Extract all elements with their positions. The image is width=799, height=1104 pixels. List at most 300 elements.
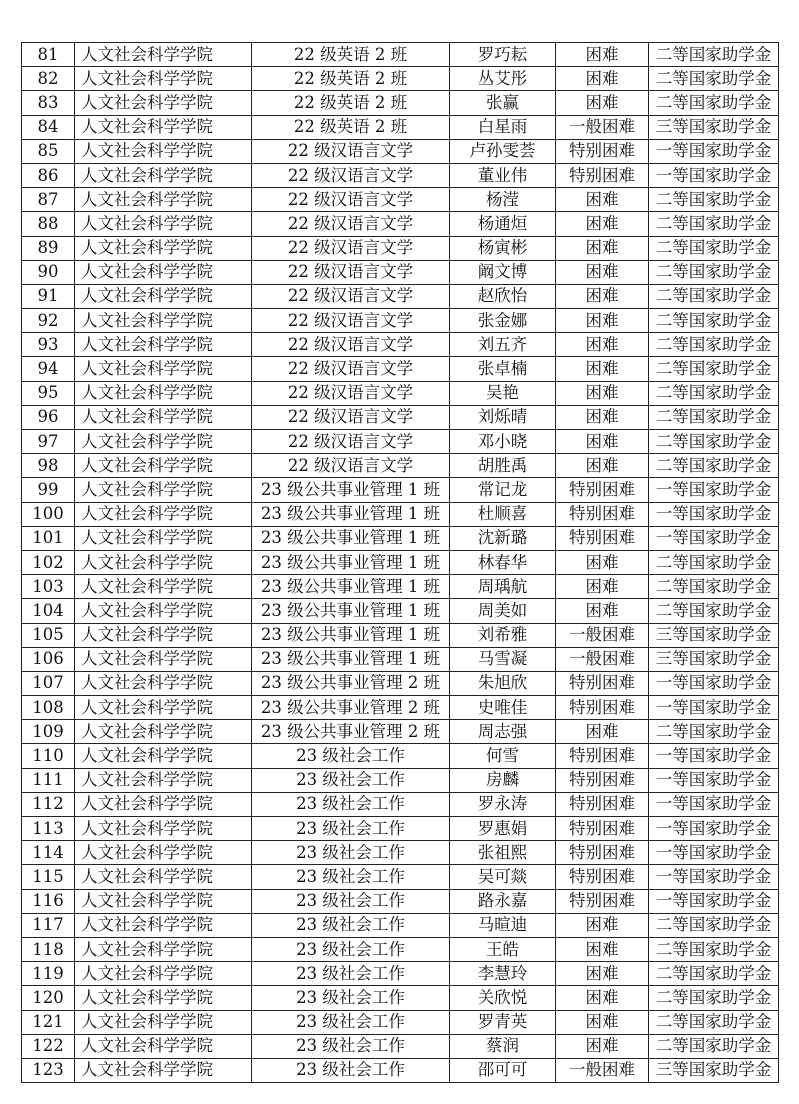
difficulty-level-cell: 特别困难	[556, 526, 649, 550]
difficulty-level-cell: 困难	[556, 405, 649, 429]
grant-level-cell: 二等国家助学金	[649, 236, 779, 260]
class-cell: 23 级社会工作	[252, 937, 450, 961]
difficulty-level-cell: 特别困难	[556, 502, 649, 526]
table-row	[22, 817, 779, 841]
class-cell: 22 级汉语言文学	[252, 236, 450, 260]
college-cell: 人文社会科学学院	[75, 720, 252, 744]
grant-level-cell: 一等国家助学金	[649, 841, 779, 865]
college-cell: 人文社会科学学院	[75, 1058, 252, 1082]
college-cell: 人文社会科学学院	[75, 696, 252, 720]
row-index-cell: 84	[22, 115, 75, 139]
grant-level-cell: 二等国家助学金	[649, 284, 779, 308]
table-row	[22, 478, 779, 502]
difficulty-level-cell: 特别困难	[556, 768, 649, 792]
row-index-cell: 110	[22, 744, 75, 768]
student-name-cell: 蔡润	[450, 1034, 556, 1058]
difficulty-level-cell: 困难	[556, 236, 649, 260]
difficulty-level-cell: 困难	[556, 550, 649, 574]
college-cell: 人文社会科学学院	[75, 188, 252, 212]
difficulty-level-cell: 困难	[556, 284, 649, 308]
student-name-cell: 张祖熙	[450, 841, 556, 865]
college-cell: 人文社会科学学院	[75, 260, 252, 284]
class-cell: 23 级社会工作	[252, 986, 450, 1010]
college-cell: 人文社会科学学院	[75, 647, 252, 671]
difficulty-level-cell: 困难	[556, 333, 649, 357]
class-cell: 23 级社会工作	[252, 889, 450, 913]
student-name-cell: 吴可燚	[450, 865, 556, 889]
difficulty-level-cell: 困难	[556, 67, 649, 91]
class-cell: 23 级公共事业管理 1 班	[252, 550, 450, 574]
college-cell: 人文社会科学学院	[75, 67, 252, 91]
difficulty-level-cell: 困难	[556, 309, 649, 333]
class-cell: 22 级英语 2 班	[252, 43, 450, 67]
college-cell: 人文社会科学学院	[75, 139, 252, 163]
student-name-cell: 沈新璐	[450, 526, 556, 550]
row-index-cell: 98	[22, 454, 75, 478]
college-cell: 人文社会科学学院	[75, 1034, 252, 1058]
row-index-cell: 114	[22, 841, 75, 865]
table-row	[22, 986, 779, 1010]
class-cell: 23 级公共事业管理 1 班	[252, 575, 450, 599]
college-cell: 人文社会科学学院	[75, 381, 252, 405]
student-name-cell: 张赢	[450, 91, 556, 115]
difficulty-level-cell: 一般困难	[556, 623, 649, 647]
class-cell: 23 级社会工作	[252, 1058, 450, 1082]
difficulty-level-cell: 特别困难	[556, 696, 649, 720]
row-index-cell: 112	[22, 792, 75, 816]
college-cell: 人文社会科学学院	[75, 792, 252, 816]
table-row	[22, 454, 779, 478]
row-index-cell: 89	[22, 236, 75, 260]
difficulty-level-cell: 特别困难	[556, 841, 649, 865]
row-index-cell: 86	[22, 163, 75, 187]
student-name-cell: 马雪凝	[450, 647, 556, 671]
row-index-cell: 103	[22, 575, 75, 599]
table-row	[22, 405, 779, 429]
grant-level-cell: 一等国家助学金	[649, 502, 779, 526]
table-row	[22, 550, 779, 574]
college-cell: 人文社会科学学院	[75, 744, 252, 768]
grant-level-cell: 二等国家助学金	[649, 986, 779, 1010]
student-name-cell: 阚文博	[450, 260, 556, 284]
college-cell: 人文社会科学学院	[75, 817, 252, 841]
class-cell: 23 级社会工作	[252, 768, 450, 792]
row-index-cell: 83	[22, 91, 75, 115]
student-name-cell: 吴艳	[450, 381, 556, 405]
row-index-cell: 101	[22, 526, 75, 550]
table-row	[22, 575, 779, 599]
table-row	[22, 357, 779, 381]
row-index-cell: 85	[22, 139, 75, 163]
student-name-cell: 罗永涛	[450, 792, 556, 816]
row-index-cell: 109	[22, 720, 75, 744]
student-name-cell: 房麟	[450, 768, 556, 792]
row-index-cell: 105	[22, 623, 75, 647]
table-row	[22, 889, 779, 913]
grant-level-cell: 三等国家助学金	[649, 623, 779, 647]
class-cell: 23 级社会工作	[252, 1010, 450, 1034]
table-row	[22, 236, 779, 260]
college-cell: 人文社会科学学院	[75, 623, 252, 647]
row-index-cell: 88	[22, 212, 75, 236]
difficulty-level-cell: 困难	[556, 188, 649, 212]
row-index-cell: 87	[22, 188, 75, 212]
student-name-cell: 何雪	[450, 744, 556, 768]
row-index-cell: 104	[22, 599, 75, 623]
table-row	[22, 1034, 779, 1058]
difficulty-level-cell: 特别困难	[556, 792, 649, 816]
row-index-cell: 94	[22, 357, 75, 381]
class-cell: 23 级社会工作	[252, 817, 450, 841]
college-cell: 人文社会科学学院	[75, 357, 252, 381]
grant-list-document	[21, 42, 778, 1083]
table-row	[22, 284, 779, 308]
table-body	[22, 43, 779, 1083]
grant-level-cell: 三等国家助学金	[649, 1058, 779, 1082]
college-cell: 人文社会科学学院	[75, 478, 252, 502]
row-index-cell: 111	[22, 768, 75, 792]
college-cell: 人文社会科学学院	[75, 163, 252, 187]
grant-level-cell: 一等国家助学金	[649, 744, 779, 768]
table-row	[22, 696, 779, 720]
row-index-cell: 108	[22, 696, 75, 720]
table-row	[22, 937, 779, 961]
class-cell: 23 级社会工作	[252, 1034, 450, 1058]
student-name-cell: 杨滢	[450, 188, 556, 212]
student-name-cell: 杜顺喜	[450, 502, 556, 526]
grant-level-cell: 二等国家助学金	[649, 599, 779, 623]
row-index-cell: 102	[22, 550, 75, 574]
row-index-cell: 120	[22, 986, 75, 1010]
difficulty-level-cell: 困难	[556, 454, 649, 478]
row-index-cell: 121	[22, 1010, 75, 1034]
difficulty-level-cell: 困难	[556, 357, 649, 381]
row-index-cell: 97	[22, 430, 75, 454]
class-cell: 22 级汉语言文学	[252, 284, 450, 308]
grant-level-cell: 二等国家助学金	[649, 575, 779, 599]
difficulty-level-cell: 特别困难	[556, 865, 649, 889]
class-cell: 23 级社会工作	[252, 962, 450, 986]
row-index-cell: 92	[22, 309, 75, 333]
difficulty-level-cell: 一般困难	[556, 647, 649, 671]
grant-level-cell: 一等国家助学金	[649, 865, 779, 889]
college-cell: 人文社会科学学院	[75, 599, 252, 623]
college-cell: 人文社会科学学院	[75, 913, 252, 937]
difficulty-level-cell: 特别困难	[556, 744, 649, 768]
grant-level-cell: 二等国家助学金	[649, 937, 779, 961]
student-name-cell: 李慧玲	[450, 962, 556, 986]
grant-level-cell: 二等国家助学金	[649, 357, 779, 381]
grant-level-cell: 二等国家助学金	[649, 43, 779, 67]
class-cell: 23 级社会工作	[252, 744, 450, 768]
college-cell: 人文社会科学学院	[75, 212, 252, 236]
class-cell: 23 级公共事业管理 1 班	[252, 647, 450, 671]
difficulty-level-cell: 困难	[556, 913, 649, 937]
table-row	[22, 139, 779, 163]
class-cell: 22 级汉语言文学	[252, 212, 450, 236]
difficulty-level-cell: 困难	[556, 212, 649, 236]
difficulty-level-cell: 困难	[556, 1034, 649, 1058]
student-name-cell: 林春华	[450, 550, 556, 574]
student-name-cell: 刘烁晴	[450, 405, 556, 429]
student-name-cell: 路永嘉	[450, 889, 556, 913]
difficulty-level-cell: 困难	[556, 599, 649, 623]
college-cell: 人文社会科学学院	[75, 1010, 252, 1034]
row-index-cell: 123	[22, 1058, 75, 1082]
table-row	[22, 841, 779, 865]
grant-level-cell: 二等国家助学金	[649, 260, 779, 284]
college-cell: 人文社会科学学院	[75, 526, 252, 550]
table-row	[22, 1058, 779, 1082]
college-cell: 人文社会科学学院	[75, 986, 252, 1010]
class-cell: 22 级汉语言文学	[252, 333, 450, 357]
table-row	[22, 502, 779, 526]
table-row	[22, 792, 779, 816]
row-index-cell: 119	[22, 962, 75, 986]
difficulty-level-cell: 特别困难	[556, 478, 649, 502]
college-cell: 人文社会科学学院	[75, 671, 252, 695]
table-row	[22, 91, 779, 115]
grant-level-cell: 二等国家助学金	[649, 381, 779, 405]
difficulty-level-cell: 困难	[556, 43, 649, 67]
student-name-cell: 胡胜禹	[450, 454, 556, 478]
student-name-cell: 关欣悦	[450, 986, 556, 1010]
row-index-cell: 91	[22, 284, 75, 308]
grant-level-cell: 二等国家助学金	[649, 720, 779, 744]
grant-level-cell: 二等国家助学金	[649, 913, 779, 937]
student-name-cell: 常记龙	[450, 478, 556, 502]
table-row	[22, 188, 779, 212]
table-row	[22, 720, 779, 744]
row-index-cell: 82	[22, 67, 75, 91]
college-cell: 人文社会科学学院	[75, 865, 252, 889]
class-cell: 23 级公共事业管理 2 班	[252, 720, 450, 744]
difficulty-level-cell: 困难	[556, 260, 649, 284]
class-cell: 23 级公共事业管理 2 班	[252, 671, 450, 695]
college-cell: 人文社会科学学院	[75, 91, 252, 115]
grant-level-cell: 二等国家助学金	[649, 550, 779, 574]
table-row	[22, 962, 779, 986]
student-name-cell: 邵可可	[450, 1058, 556, 1082]
student-name-cell: 卢孙雯荟	[450, 139, 556, 163]
class-cell: 22 级汉语言文学	[252, 260, 450, 284]
student-name-cell: 杨寅彬	[450, 236, 556, 260]
class-cell: 23 级社会工作	[252, 841, 450, 865]
table-row	[22, 43, 779, 67]
class-cell: 22 级汉语言文学	[252, 405, 450, 429]
class-cell: 22 级汉语言文学	[252, 163, 450, 187]
table-row	[22, 430, 779, 454]
grant-level-cell: 一等国家助学金	[649, 671, 779, 695]
college-cell: 人文社会科学学院	[75, 43, 252, 67]
college-cell: 人文社会科学学院	[75, 333, 252, 357]
table-row	[22, 260, 779, 284]
college-cell: 人文社会科学学院	[75, 502, 252, 526]
class-cell: 23 级公共事业管理 2 班	[252, 696, 450, 720]
student-name-cell: 杨通烜	[450, 212, 556, 236]
table-row	[22, 599, 779, 623]
table-row	[22, 671, 779, 695]
class-cell: 22 级英语 2 班	[252, 67, 450, 91]
grant-level-cell: 二等国家助学金	[649, 1010, 779, 1034]
class-cell: 23 级公共事业管理 1 班	[252, 599, 450, 623]
row-index-cell: 90	[22, 260, 75, 284]
student-name-cell: 朱旭欣	[450, 671, 556, 695]
grant-level-cell: 二等国家助学金	[649, 309, 779, 333]
row-index-cell: 116	[22, 889, 75, 913]
table-row	[22, 865, 779, 889]
difficulty-level-cell: 特别困难	[556, 163, 649, 187]
difficulty-level-cell: 一般困难	[556, 115, 649, 139]
student-name-cell: 白星雨	[450, 115, 556, 139]
student-name-cell: 刘五齐	[450, 333, 556, 357]
difficulty-level-cell: 困难	[556, 720, 649, 744]
row-index-cell: 96	[22, 405, 75, 429]
student-name-cell: 周瑀航	[450, 575, 556, 599]
grant-level-cell: 二等国家助学金	[649, 405, 779, 429]
grant-level-cell: 二等国家助学金	[649, 333, 779, 357]
college-cell: 人文社会科学学院	[75, 575, 252, 599]
college-cell: 人文社会科学学院	[75, 937, 252, 961]
college-cell: 人文社会科学学院	[75, 550, 252, 574]
difficulty-level-cell: 特别困难	[556, 817, 649, 841]
grant-level-cell: 一等国家助学金	[649, 163, 779, 187]
college-cell: 人文社会科学学院	[75, 768, 252, 792]
class-cell: 23 级公共事业管理 1 班	[252, 478, 450, 502]
student-name-cell: 邓小晓	[450, 430, 556, 454]
row-index-cell: 93	[22, 333, 75, 357]
student-name-cell: 张金娜	[450, 309, 556, 333]
class-cell: 22 级汉语言文学	[252, 357, 450, 381]
difficulty-level-cell: 特别困难	[556, 889, 649, 913]
student-name-cell: 刘希雅	[450, 623, 556, 647]
college-cell: 人文社会科学学院	[75, 454, 252, 478]
row-index-cell: 118	[22, 937, 75, 961]
difficulty-level-cell: 困难	[556, 575, 649, 599]
student-name-cell: 罗青英	[450, 1010, 556, 1034]
difficulty-level-cell: 困难	[556, 1010, 649, 1034]
table-row	[22, 768, 779, 792]
college-cell: 人文社会科学学院	[75, 405, 252, 429]
college-cell: 人文社会科学学院	[75, 309, 252, 333]
table-row	[22, 309, 779, 333]
grant-level-cell: 一等国家助学金	[649, 889, 779, 913]
student-name-cell: 马暄迪	[450, 913, 556, 937]
class-cell: 22 级汉语言文学	[252, 188, 450, 212]
difficulty-level-cell: 困难	[556, 91, 649, 115]
class-cell: 22 级汉语言文学	[252, 430, 450, 454]
class-cell: 22 级英语 2 班	[252, 91, 450, 115]
difficulty-level-cell: 一般困难	[556, 1058, 649, 1082]
grant-level-cell: 二等国家助学金	[649, 1034, 779, 1058]
table-row	[22, 333, 779, 357]
student-name-cell: 罗惠娟	[450, 817, 556, 841]
grant-level-cell: 一等国家助学金	[649, 526, 779, 550]
table-row	[22, 1010, 779, 1034]
student-name-cell: 赵欣怡	[450, 284, 556, 308]
college-cell: 人文社会科学学院	[75, 236, 252, 260]
table-row	[22, 647, 779, 671]
row-index-cell: 106	[22, 647, 75, 671]
table-row	[22, 163, 779, 187]
student-name-cell: 董业伟	[450, 163, 556, 187]
grant-recipients-table	[21, 42, 779, 1083]
grant-level-cell: 三等国家助学金	[649, 115, 779, 139]
class-cell: 22 级英语 2 班	[252, 115, 450, 139]
grant-level-cell: 一等国家助学金	[649, 139, 779, 163]
student-name-cell: 史唯佳	[450, 696, 556, 720]
row-index-cell: 81	[22, 43, 75, 67]
row-index-cell: 100	[22, 502, 75, 526]
class-cell: 23 级公共事业管理 1 班	[252, 526, 450, 550]
grant-level-cell: 二等国家助学金	[649, 454, 779, 478]
row-index-cell: 115	[22, 865, 75, 889]
grant-level-cell: 三等国家助学金	[649, 647, 779, 671]
difficulty-level-cell: 特别困难	[556, 671, 649, 695]
grant-level-cell: 一等国家助学金	[649, 768, 779, 792]
college-cell: 人文社会科学学院	[75, 841, 252, 865]
table-row	[22, 913, 779, 937]
college-cell: 人文社会科学学院	[75, 115, 252, 139]
grant-level-cell: 一等国家助学金	[649, 792, 779, 816]
student-name-cell: 张卓楠	[450, 357, 556, 381]
grant-level-cell: 二等国家助学金	[649, 962, 779, 986]
student-name-cell: 周志强	[450, 720, 556, 744]
grant-level-cell: 二等国家助学金	[649, 188, 779, 212]
difficulty-level-cell: 困难	[556, 937, 649, 961]
row-index-cell: 117	[22, 913, 75, 937]
row-index-cell: 122	[22, 1034, 75, 1058]
difficulty-level-cell: 特别困难	[556, 139, 649, 163]
class-cell: 23 级公共事业管理 1 班	[252, 502, 450, 526]
college-cell: 人文社会科学学院	[75, 962, 252, 986]
student-name-cell: 罗巧耘	[450, 43, 556, 67]
table-row	[22, 115, 779, 139]
row-index-cell: 95	[22, 381, 75, 405]
grant-level-cell: 一等国家助学金	[649, 696, 779, 720]
class-cell: 23 级社会工作	[252, 865, 450, 889]
table-row	[22, 623, 779, 647]
student-name-cell: 丛艾彤	[450, 67, 556, 91]
table-row	[22, 526, 779, 550]
row-index-cell: 113	[22, 817, 75, 841]
student-name-cell: 王皓	[450, 937, 556, 961]
class-cell: 23 级社会工作	[252, 792, 450, 816]
grant-level-cell: 二等国家助学金	[649, 430, 779, 454]
class-cell: 22 级汉语言文学	[252, 139, 450, 163]
grant-level-cell: 一等国家助学金	[649, 817, 779, 841]
table-row	[22, 744, 779, 768]
difficulty-level-cell: 困难	[556, 986, 649, 1010]
row-index-cell: 99	[22, 478, 75, 502]
table-row	[22, 381, 779, 405]
table-row	[22, 212, 779, 236]
class-cell: 22 级汉语言文学	[252, 309, 450, 333]
grant-level-cell: 二等国家助学金	[649, 67, 779, 91]
difficulty-level-cell: 困难	[556, 962, 649, 986]
college-cell: 人文社会科学学院	[75, 889, 252, 913]
grant-level-cell: 二等国家助学金	[649, 91, 779, 115]
grant-level-cell: 二等国家助学金	[649, 212, 779, 236]
student-name-cell: 周美如	[450, 599, 556, 623]
grant-level-cell: 一等国家助学金	[649, 478, 779, 502]
college-cell: 人文社会科学学院	[75, 430, 252, 454]
row-index-cell: 107	[22, 671, 75, 695]
college-cell: 人文社会科学学院	[75, 284, 252, 308]
class-cell: 23 级公共事业管理 1 班	[252, 623, 450, 647]
class-cell: 23 级社会工作	[252, 913, 450, 937]
class-cell: 22 级汉语言文学	[252, 381, 450, 405]
